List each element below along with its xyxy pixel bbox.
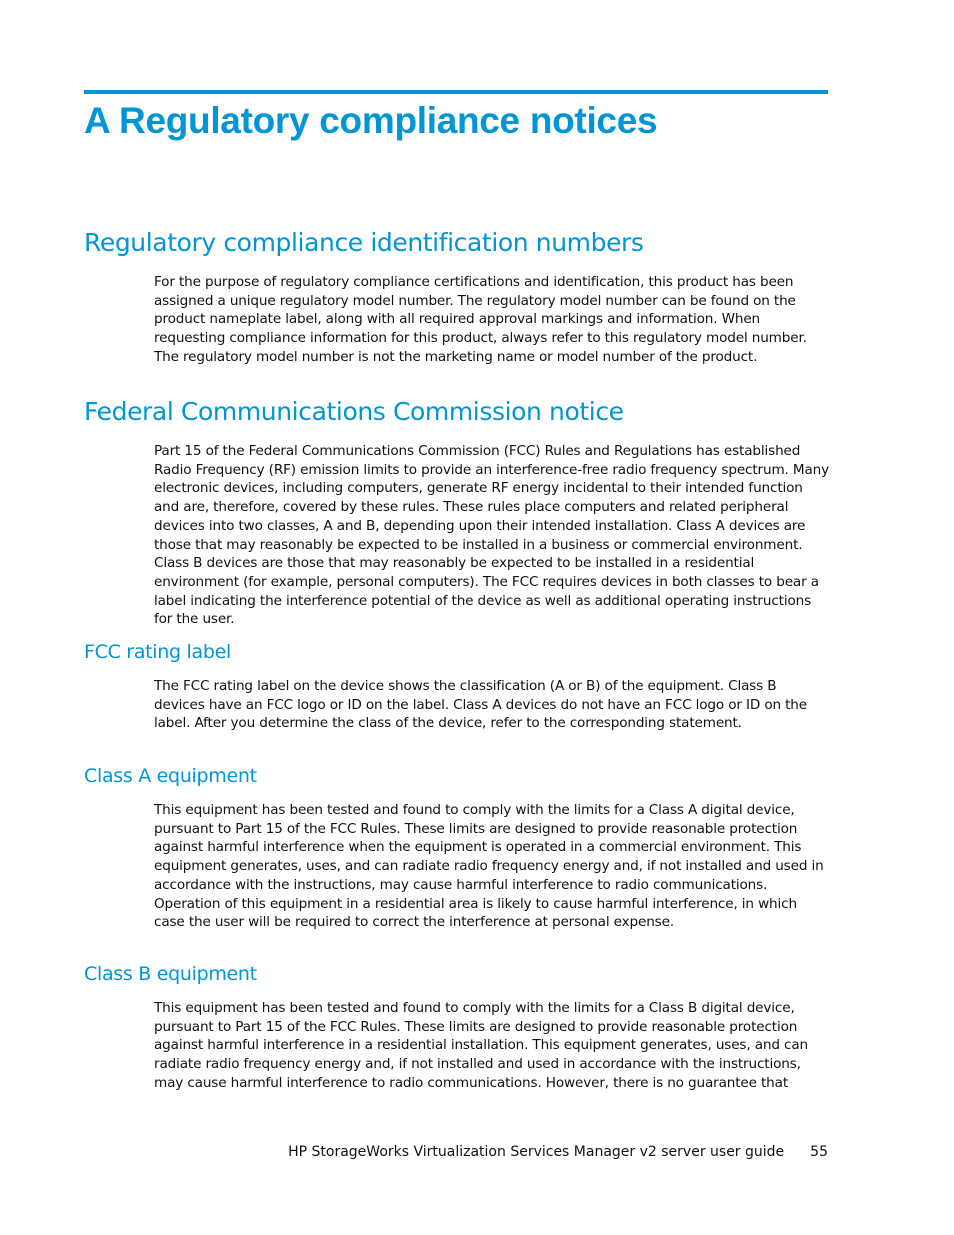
paragraph-class-b-equipment: This equipment has been tested and found to comply with the limits for a Class B digital device, pursuant to Part 15 of the FCC Rules. These limits are designed to provide reasonable protection against harmful interference in a residential installation. This equipment generates, uses, and can radiate radio frequency energy and, if not installed and used in accordance with the instructions, may cause harmful interference to radio communications. However, there is no guarantee that	[154, 1000, 808, 1091]
paragraph-fcc-rating-label: The FCC rating label on the device shows the classification (A or B) of the equipment. Class B devices have an FCC logo or ID on the label. Class A devices do not have an FCC logo or ID on the label. After you determine the class of the device, refer to the corresponding statement.	[154, 678, 807, 732]
heading-class-a-equipment: Class A equipment	[84, 765, 257, 787]
paragraph-class-a-equipment: This equipment has been tested and found to comply with the limits for a Class A digital device, pursuant to Part 15 of the FCC Rules. These limits are designed to provide reasonable protection against harmful interference when the equipment is operated in a commercial environment. This equipment generates, uses, and can radiate radio frequency energy and, if not installed and used in accordance with the instructions, may cause harmful interference to radio communications. Operation of this equipment in a residential area is likely to cause harmful interference, in which case the user will be required to correct the interference at personal expense.	[154, 802, 824, 931]
heading-fcc-rating-label: FCC rating label	[84, 641, 231, 663]
footer-guide-title: HP StorageWorks Virtualization Services Manager v2 server user guide	[288, 1144, 785, 1160]
footer-page-number: 55	[810, 1144, 828, 1160]
heading-class-b-equipment: Class B equipment	[84, 963, 257, 985]
heading-regulatory-id-numbers: Regulatory compliance identification numbers	[84, 228, 644, 257]
page-footer	[288, 1144, 828, 1160]
chapter-title: A Regulatory compliance notices	[84, 100, 658, 141]
heading-fcc-notice: Federal Communications Commission notice	[84, 397, 624, 426]
paragraph-regulatory-id-numbers: For the purpose of regulatory compliance certifications and identification, this product has been assigned a unique regulatory model number. The regulatory model number can be found on the product nameplate label, along with all required approval markings and information. When requesting compliance information for this product, always refer to this regulatory model number. The regulatory model number is not the marketing name or model number of the product.	[154, 274, 807, 365]
paragraph-fcc-notice: Part 15 of the Federal Communications Commission (FCC) Rules and Regulations has established Radio Frequency (RF) emission limits to provide an interference-free radio frequency spectrum. Many electronic devices, including computers, generate RF energy incidental to their intended function and are, therefore, covered by these rules. These rules place computers and related peripheral devices into two classes, A and B, depending upon their intended installation. Class A devices are those that may reasonably be expected to be installed in a business or commercial environment. Class B devices are those that may reasonably be expected to be installed in a residential environment (for example, personal computers). The FCC requires devices in both classes to bear a label indicating the interference potential of the device as well as additional operating instructions for the user.	[154, 443, 830, 628]
chapter-top-rule	[84, 90, 828, 94]
